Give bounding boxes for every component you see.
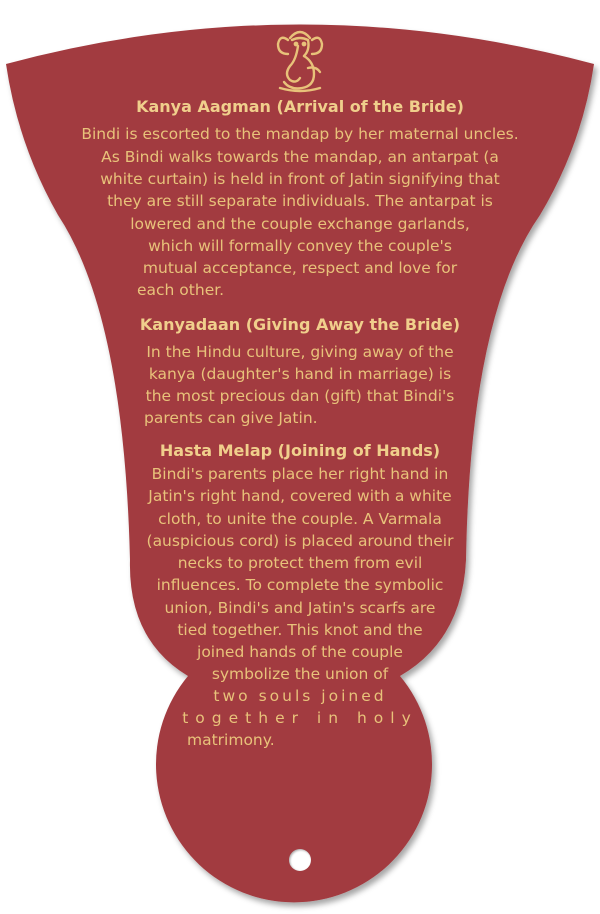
section-heading-kanya-aagman: Kanya Aagman (Arrival of the Bride) [136, 97, 464, 116]
body-line: they are still separate individuals. The antarpat is [107, 192, 493, 210]
body-line: kanya (daughter's hand in marriage) is [148, 365, 452, 383]
body-line: white curtain) is held in front of Jatin signifying that [100, 170, 500, 188]
body-line: As Bindi walks towards the mandap, an antarpat (a [101, 147, 499, 166]
body-line: Jatin's right hand, covered with a white [148, 487, 452, 505]
section-heading-hasta-melap: Hasta Melap (Joining of Hands) [159, 441, 441, 460]
body-line: matrimony. [187, 730, 275, 749]
body-line: In the Hindu culture, giving away of the [146, 343, 454, 361]
body-line: union, Bindi's and Jatin's scarfs are [164, 598, 436, 617]
body-line: each other. [137, 281, 225, 299]
section-heading-kanyadaan: Kanyadaan (Giving Away the Bride) [139, 315, 461, 334]
body-line: tied together. This knot and the [177, 620, 423, 639]
body-line: joined hands of the couple [197, 642, 403, 661]
body-line: mutual acceptance, respect and love for [142, 259, 458, 277]
body-line: symbolize the union of [211, 664, 389, 683]
ganesha-icon [268, 24, 332, 96]
body-line: necks to protect them from evil [177, 554, 423, 572]
body-line: influences. To complete the symbolic [156, 576, 444, 594]
body-line: two souls joined [213, 686, 387, 705]
body-line: cloth, to unite the couple. A Varmala [158, 509, 442, 528]
body-line: (auspicious cord) is placed around their [146, 532, 454, 550]
body-line: parents can give Jatin. [144, 409, 318, 427]
hanging-hole [289, 849, 311, 871]
body-line: the most precious dan (gift) that Bindi's [145, 387, 455, 405]
body-line: lowered and the couple exchange garlands, [130, 214, 470, 233]
body-line: Bindi is escorted to the mandap by her maternal uncles. [81, 125, 519, 143]
body-line: which will formally convey the couple's [148, 236, 452, 255]
body-line: together in holy [182, 708, 418, 727]
body-line: Bindi's parents place her right hand in [151, 465, 449, 483]
